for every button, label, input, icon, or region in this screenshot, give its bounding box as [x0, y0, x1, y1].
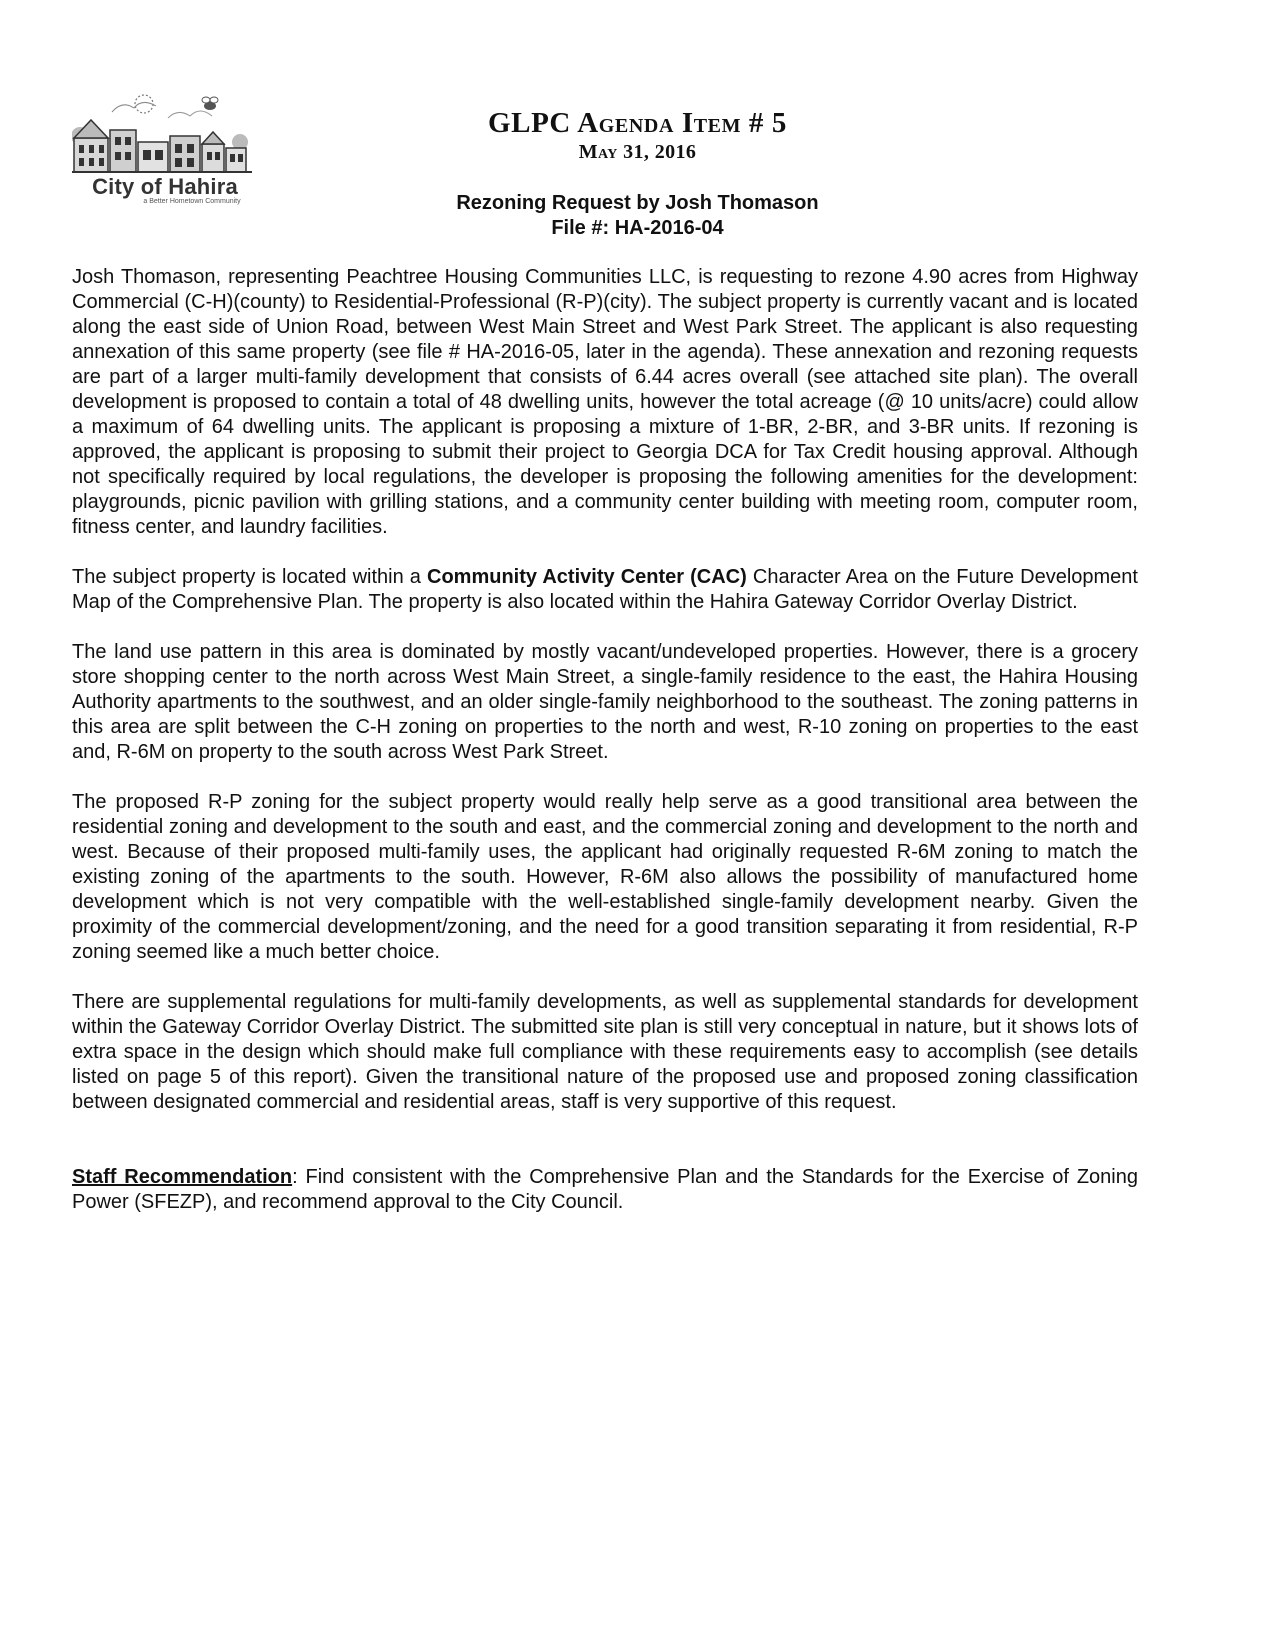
town-skyline-icon — [72, 90, 254, 180]
character-area-name: Community Activity Center (CAC) — [427, 566, 747, 588]
staff-recommendation — [72, 1165, 1138, 1215]
staff-recommendation-label: Staff Recommendation — [72, 1166, 293, 1188]
document-body — [72, 265, 1138, 1240]
agenda-date: May 31, 2016 — [578, 141, 697, 163]
staff-recommendation-text: Find consistent with the Comprehensive Plan and the Standards for the Exercise of Zoning Power (SFEZP), and recommend approval to the City Council. — [72, 1166, 1138, 1213]
paragraph-supplemental-regulations: There are supplemental regulations for multi-family developments, as well as supplemental standards for development within the Gateway Corridor Overlay District. The submitted site plan is still very conceptual in nature, but it shows lots of extra space in the design which should make full compliance with these requirements easy to accomplish (see details listed on page 5 of this report). Given the transitional nature of the proposed use and proposed zoning classification between designated commercial and residential areas, staff is very supportive of this request. — [72, 991, 1138, 1113]
paragraph-request-summary: Josh Thomason, representing Peachtree Housing Communities LLC, is requesting to rezone 4.90 acres from Highway Commercial (C-H)(county) to Residential-Professional (R-P)(city). The subject property is currently vacant and is located along the east side of Union Road, between West Main Street and West Park Street. The applicant is also requesting annexation of this same property (see file # HA-2016-05, later in the agenda). These annexation and rezoning requests are part of a larger multi-family development that consists of 6.44 acres overall (see attached site plan). The overall development is proposed to contain a total of 48 dwelling units, however the total acreage (@ 10 units/acre) could allow a maximum of 64 dwelling units. The applicant is proposing a mixture of 1-BR, 2-BR, and 3-BR units. If rezoning is approved, the applicant is proposing to submit their project to Georgia DCA for Tax Credit housing approval. Although not specifically required by local regulations, the developer is proposing the following amenities for the development: playgrounds, picnic pavilion with grilling stations, and a community center building with meeting room, computer room, fitness center, and laundry facilities. — [72, 266, 1138, 538]
logo-city-name: City of Hahira — [92, 174, 238, 199]
document-header — [330, 106, 945, 241]
paragraph-character-area — [72, 565, 1138, 615]
agenda-item-title: GLPC Agenda Item # 5 — [488, 107, 787, 139]
paragraph-proposed-zoning: The proposed R-P zoning for the subject property would really help serve as a good transitional area between the residential zoning and development to the south and east, and the commercial zoning and development to the north and west. Because of their proposed multi-family uses, the applicant had originally requested R-6M zoning to match the existing zoning of the apartments to the south. However, R-6M also allows the possibility of manufactured home development which is not very compatible with the well-established single-family development nearby. Given the proximity of the commercial development/zoning, and the need for a good transition separating it from residential, R-P zoning seemed like a much better choice. — [72, 791, 1138, 963]
city-logo — [72, 90, 254, 212]
request-title: Rezoning Request by Josh Thomason — [456, 192, 819, 214]
file-number: File #: HA-2016-04 — [551, 217, 724, 239]
paragraph-land-use: The land use pattern in this area is dominated by mostly vacant/undeveloped properties. However, there is a grocery store shopping center to the north across West Main Street, a single-family residence to the east, the Hahira Housing Authority apartments to the southwest, and an older single-family neighborhood to the southeast. The zoning patterns in this area are split between the C-H zoning on properties to the north and west, R-10 zoning on properties to the east and, R-6M on property to the south across West Park Street. — [72, 641, 1138, 763]
paragraph-character-area-lead: The subject property is located within a — [72, 566, 428, 588]
staff-recommendation-colon: : — [292, 1166, 298, 1188]
logo-tagline: a Better Hometown Community — [143, 198, 241, 205]
paragraph-character-area-rest: Character Area on the Future Development Map of the Comprehensive Plan. The property is also located within the Hahira Gateway Corridor Overlay District. — [72, 566, 1138, 613]
